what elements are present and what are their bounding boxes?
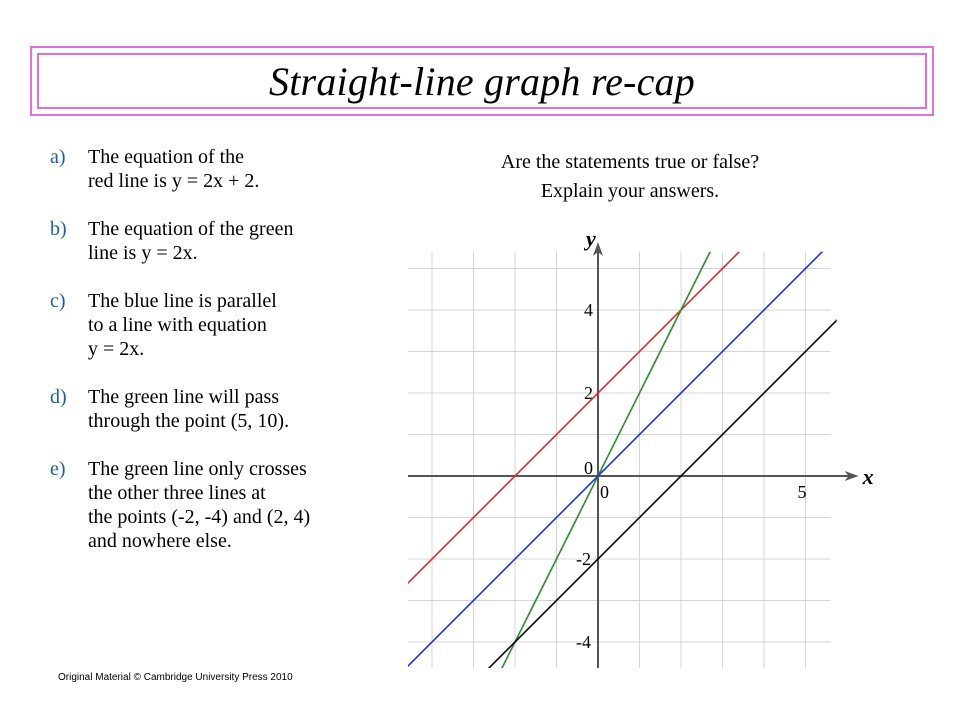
origin-label: 0 [584, 458, 593, 478]
question-line-2: Explain your answers. [540, 180, 720, 202]
statement-line: The blue line is parallel [88, 290, 277, 312]
y-tick-label: 2 [584, 383, 593, 403]
statement-line: The equation of the [88, 146, 245, 168]
blue-line [359, 196, 878, 715]
statement-line: the other three lines at [88, 482, 266, 504]
statement-list [50, 145, 390, 577]
statement-line: line is y = 2x. [88, 242, 198, 264]
statement-a [50, 145, 390, 193]
line-graph [408, 226, 874, 668]
statement-label: d) [50, 386, 67, 408]
statement-line: to a line with equation [88, 314, 267, 336]
x-tick-label: 0 [600, 482, 609, 502]
y-tick-label: 4 [584, 300, 593, 320]
y-axis-label: y [586, 226, 596, 251]
statement-line: The equation of the green [88, 218, 294, 240]
statement-label: c) [50, 290, 66, 312]
statement-label: e) [50, 458, 66, 480]
statement-line: red line is y = 2x + 2. [88, 170, 260, 192]
question-line-1: Are the statements true or false? [500, 151, 760, 173]
statement-line: the points (-2, -4) and (2, 4) [88, 506, 311, 528]
x-axis-label: x [862, 464, 874, 489]
statement-line: The green line only crosses [88, 458, 307, 480]
statement-line: through the point (5, 10). [88, 410, 290, 432]
statement-line: y = 2x. [88, 338, 145, 360]
statement-line: The green line will pass [88, 386, 280, 408]
statement-label: b) [50, 218, 67, 240]
page-title: Straight-line graph re-cap [269, 58, 695, 104]
copyright-footer: Original Material © Cambridge University Press 2010 [58, 672, 293, 683]
y-tick-label: -4 [576, 632, 591, 652]
statement-e [50, 457, 390, 553]
y-tick-label: -2 [576, 549, 591, 569]
x-tick-label: 5 [797, 482, 807, 502]
question-text [460, 148, 800, 206]
statement-b [50, 217, 390, 265]
statement-label: a) [50, 146, 66, 168]
title-box [30, 46, 934, 116]
statement-d [50, 385, 390, 433]
statement-c [50, 289, 390, 361]
statement-line: and nowhere else. [88, 530, 232, 552]
